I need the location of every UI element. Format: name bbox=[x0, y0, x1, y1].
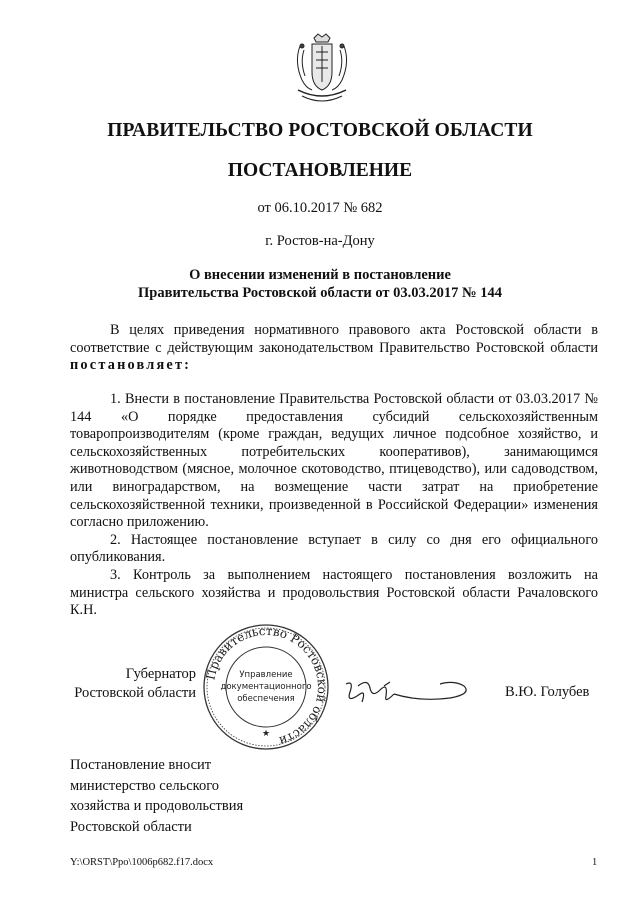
seal-inner-line-2: документационного bbox=[220, 682, 312, 692]
decree-items bbox=[70, 391, 598, 620]
decree-word: постановляет: bbox=[70, 357, 192, 374]
submitter-line-4: Ростовской области bbox=[70, 818, 192, 835]
organization-title: ПРАВИТЕЛЬСТВО РОСТОВСКОЙ ОБЛАСТИ bbox=[107, 120, 533, 141]
seal-outer-text: Правительство Ростовской области bbox=[203, 623, 330, 749]
seal-star-icon: ★ bbox=[261, 728, 271, 738]
subject-line-2: Правительства Ростовской области от 03.03.2017 № 144 bbox=[138, 285, 502, 301]
document-subject bbox=[0, 266, 640, 302]
official-seal bbox=[202, 623, 330, 751]
document-city: г. Ростов-на-Дону bbox=[265, 233, 375, 249]
signer-position-line-1: Губернатор bbox=[125, 666, 196, 682]
signer-position-line-2: Ростовской области bbox=[74, 685, 196, 701]
preamble-text: В целях приведения нормативного правового акта Ростовской области в соответствие с действующим законодательством Правительство Ростовской области bbox=[70, 322, 598, 356]
handwritten-signature bbox=[340, 672, 490, 712]
submitter-block bbox=[70, 755, 243, 837]
seal-inner-line-3: обеспечения bbox=[237, 694, 295, 704]
decree-item-3: 3. Контроль за выполнением настоящего постановления возложить на министра сельского хозяйства и продовольствия Ростовской области Рачаловского К.Н. bbox=[70, 566, 598, 619]
coat-of-arms-icon bbox=[292, 32, 352, 108]
submitter-line-2: министерство сельского bbox=[70, 777, 220, 794]
decree-item-2: 2. Настоящее постановление вступает в силу со дня его официального опубликования. bbox=[70, 531, 598, 566]
subject-line-1: О внесении изменений в постановление bbox=[189, 267, 451, 283]
footer-page-number: 1 bbox=[592, 857, 598, 868]
footer-file-path: Y:\ORST\Ppo\1006p682.f17.docx bbox=[70, 857, 214, 868]
submitter-line-1: Постановление вносит bbox=[70, 757, 212, 773]
document-date-number: от 06.10.2017 № 682 bbox=[257, 200, 383, 216]
preamble bbox=[70, 322, 598, 375]
signer-name: В.Ю. Голубев bbox=[505, 684, 590, 700]
signer-position bbox=[70, 665, 196, 703]
document-type: ПОСТАНОВЛЕНИЕ bbox=[227, 160, 413, 181]
submitter-line-3: хозяйства и продовольствия bbox=[70, 798, 244, 814]
decree-item-1: 1. Внести в постановление Правительства Ростовской области от 03.03.2017 № 144 «О порядке предоставления субсидий сельскохозяйственным товаропроизводителям (кроме граждан, ведущих личное подсобное хозяйство, и сельскохозяйственных потребительских кооперативов), занимающимся животноводством (мясное, молочное скотоводство, птицеводство), или садоводством, или виноградарством, на возмещение части затрат на приобретение сельскохозяйственной техники, произведенной в Российской Федерации» изменения согласно приложению. bbox=[70, 391, 598, 531]
seal-inner-line-1: Управление bbox=[239, 670, 293, 680]
